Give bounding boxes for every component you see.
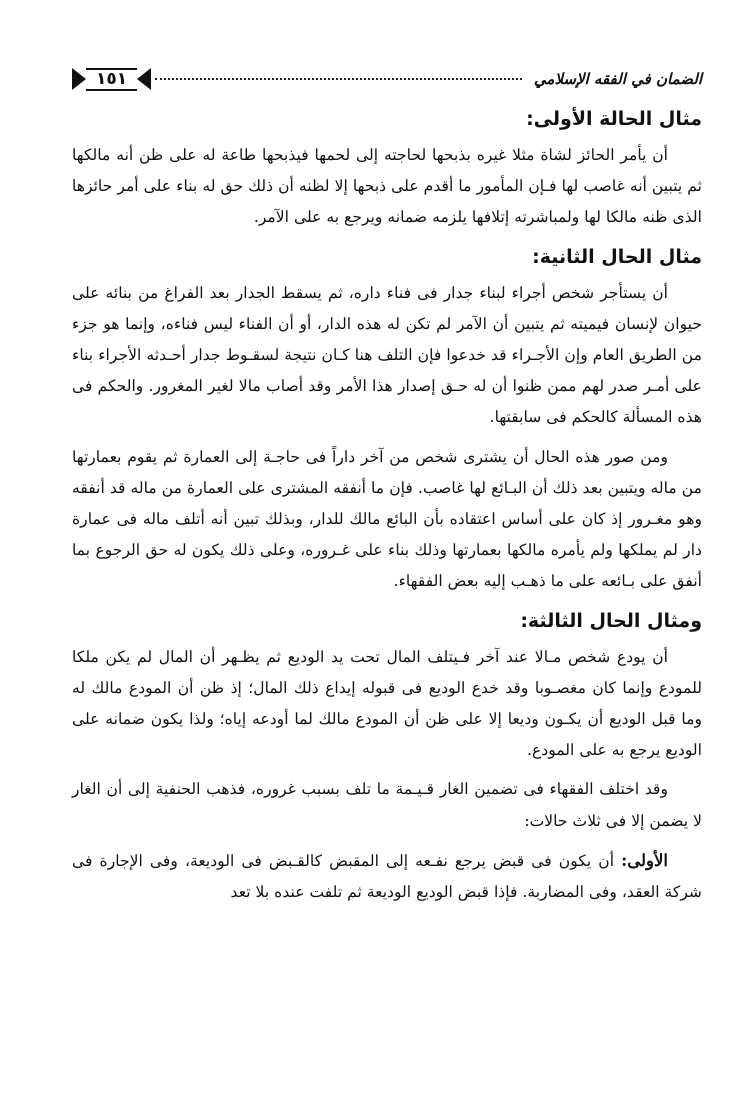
paragraph-first-case bbox=[72, 845, 702, 908]
page-number-ornament bbox=[72, 67, 151, 91]
ornament-arrow-right-icon bbox=[72, 68, 86, 90]
paragraph-case-1: أن يأمر الحائز لشاة مثلا غيره بذبحها لحاجته إلى لحمها فيذبحها طاعة له على ظن أنه مالكها ثم يتبين أنه غاصب لها فـإن المأمور ما أقدم على ذبحها إلا لظنه أن ذلك حق له بناء على أمر حائزها الذى ظنه مالكا لها ولمباشرته إتلافها يلزمه ضمانه ويرجع به على الآمر. bbox=[72, 146, 702, 227]
paragraph-case-3-b: وقد اختلف الفقهاء فى تضمين الغار قـيـمة ما تلف بسبب غروره، فذهب الحنفية إلى أن الغار لا يضمن إلا فى ثلاث حالات: bbox=[72, 780, 702, 830]
section-heading-case-2: مثال الحال الثانية: bbox=[532, 245, 702, 268]
running-header bbox=[72, 62, 702, 96]
section-heading-case-3: ومثال الحال الثالثة: bbox=[520, 609, 702, 632]
header-dotted-rule bbox=[155, 78, 522, 80]
paragraph-case-2-a: أن يستأجر شخص أجراء لبناء جدار فى فناء داره، ثم يسقط الجدار بعد الفراغ من بنائه على حيوان لإنسان فيميته ثم يتبين أن الآمر لم تكن له هذه الدار، أو أن الفناء ليس فناءه، وإنما هو جزء من الطريق العام وإن الأجـراء قد خدعوا فإن التلف هنا كـان نتيجة لسقـوط جدار أحـدثه الأجراء بناء على أمـر صدر لهم ممن ظنوا أن له حـق إصدار هذا الأمر وقد أصاب مالا لغير المغرور. والحكم فى هذه المسألة كالحكم فى سابقتها. bbox=[72, 283, 702, 427]
page-number: ١٥١ bbox=[86, 68, 137, 91]
first-case-label: الأولى: bbox=[621, 850, 668, 870]
paragraph-case-2-b: ومن صور هذه الحال أن يشترى شخص من آخر داراً فى حاجـة إلى العمارة ثم يقوم بعمارتها من ماله ويتبين بعد ذلك أن البـائع لها غاصب. فإن ما أنفقه المشترى على العمارة من ماله قد أنفقه وهو مغـرور إذ كان على أساس اعتقاده بأن البائع مالك للدار، وبذلك تبين أنه أتلف ماله فى عمارة دار لم يملكها ولم يأمره مالكها بعمارتها وذلك بناء على غـروره، وعلى ذلك يكون له حق الرجوع بما أنفق على بـائعه على ما ذهـب إليه بعض الفقهاء. bbox=[72, 447, 702, 591]
paragraph-case-3-a: أن يودع شخص مـالا عند آخر فـيتلف المال تحت يد الوديع ثم يظـهر أن المال لم يكن ملكا للمودع وإنما كان مغصـوبا وقد خدع الوديع فى قبوله إيداع ذلك المال؛ إذ ظن أن المودع مالك له وما قبل الوديع أن يكـون وديعا إلا على ظن أن المودع مالك لما أودعه إياه؛ ولذا يكون ضمانه على الوديع يرجع به على المودع. bbox=[72, 647, 702, 760]
section-heading-case-1: مثال الحالة الأولى: bbox=[526, 108, 702, 130]
running-header-title: الضمان في الفقه الإسلامي bbox=[533, 70, 702, 88]
book-page bbox=[72, 62, 702, 962]
first-case-text: أن يكون فى قبض يرجع نفـعه إلى المقبض كالقـبض فى الوديعة، وفى الإجارة فى شركة العقد، وفى المضاربة. فإذا قبض الوديع الوديعة ثم تلفت عنده بلا تعد bbox=[72, 851, 702, 902]
ornament-arrow-left-icon bbox=[137, 68, 151, 90]
